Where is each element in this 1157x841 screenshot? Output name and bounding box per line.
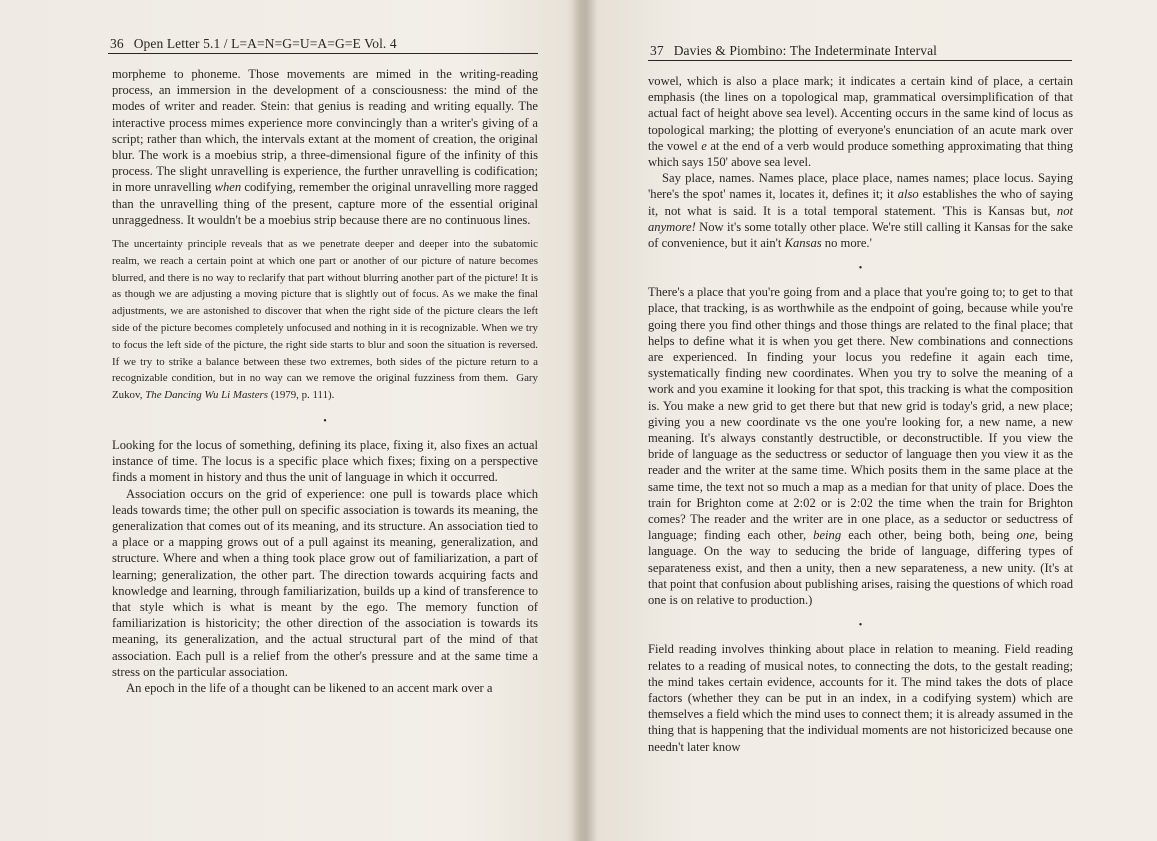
emphasis: when bbox=[214, 180, 242, 195]
paragraph: Field reading involves thinking about place in relation to meaning. Field reading relates to a reading of musical notes, to connecting the dots, to the gestalt reading; the mind takes certain evidence, accounts for it. The mind takes the dots of place factors (whether they can be put in an index, in a codifying system) which are themselves a field which the mind uses to connect them; it is already assumed in the thing that is happening that the individual moments are not historicized because one needn't later know bbox=[648, 642, 1073, 754]
emphasis: one, bbox=[1016, 528, 1038, 543]
quote-year: (1979, p. 111). bbox=[270, 389, 335, 402]
emphasis: also bbox=[897, 187, 919, 202]
book-gutter bbox=[572, 0, 598, 841]
left-page-number: 36 bbox=[110, 36, 124, 51]
paragraph: Say place, names. Names place, place place, names names; place locus. Saying 'here's the spot' names it, locates it, defines it; it also establishes the who of saying it, not what is said. It is a total temporal statement. 'This is Kansas but, not anymore! Now it's some totally other place. We're still calling it Kansas for the sake of convenience, but it ain't Kansas no more.' bbox=[648, 171, 1073, 251]
right-running-header bbox=[650, 43, 937, 59]
right-page-body bbox=[648, 73, 1073, 755]
section-separator: • bbox=[858, 263, 863, 275]
block-quote: The uncertainty principle reveals that as we penetrate deeper and deeper into the subatomic realm, we reach a certain point at which one part or another of our picture of nature becomes blurred, and there is no way to reclarify that part without blurring another part of the picture! It is as though we are adjusting a moving picture that is slightly out of focus. As we make the final adjustments, we are astonished to discover that when the right side of the picture clears the left side of the picture becomes completely unfocused and nothing in it is recognizable. When we try to focus the left side of the picture, the right side starts to blur and soon the situation is reversed. If we try to strike a balance between these two extremes, both sides of the picture return to a recognizable condition, but in no way can we remove the original fuzziness from them. Gary Zukov, The Dancing Wu Li Masters (1979, p. 111). bbox=[112, 238, 539, 402]
emphasis: e bbox=[701, 138, 707, 153]
right-header-rule bbox=[648, 60, 1072, 61]
paragraph: An epoch in the life of a thought can be likened to an accent mark over a bbox=[126, 681, 493, 696]
quote-author: Gary Zukov, bbox=[112, 372, 539, 402]
section-separator: • bbox=[323, 416, 327, 427]
right-page-number: 37 bbox=[650, 43, 664, 58]
left-page-body bbox=[112, 66, 538, 696]
right-running-title: Davies & Piombino: The Indeterminate Interval bbox=[673, 43, 938, 58]
section-separator: • bbox=[858, 620, 863, 632]
paragraph: morpheme to phoneme. Those movements are mimed in the writing-reading process, an immersion in the development of a consciousness: the mind of the modes of writer and reader. Stein: that genius is reading and writing equally. The interactive process mimes experience more convincingly than a writer's giving of a script; rather than which, the intervals extant at the moment of creation, the original blur. The work is a moebius strip, a three-dimensional figure of the infinity of this process. The slight unravelling is experience, the further unravelling is codification; in more unravelling when codifying, remember the original unravelling more ragged than the unravelling thing of the present, capture more of the essential original unraggedness. It wouldn't be a moebius strip because there are no continuous lines. bbox=[112, 67, 538, 227]
emphasis: being bbox=[813, 528, 842, 543]
left-running-title: Open Letter 5.1 / L=A=N=G=U=A=G=E Vol. 4 bbox=[133, 36, 397, 51]
paragraph: There's a place that you're going from and a place that you're going to; to get to that place, that tracking, is as worthwhile as the endpoint of going, because while you're going there you find other things and those things are related to the final place; that helps to define what it is when you get there. New combinations and connections are experienced. In finding your locus you redefine it again each time, systematically finding new coordinates. When you try to solve the meaning of a work and you examine it looking for that spot, this tracking is what the composition is. You make a new grid to get there but that new grid is today's grid, a new place; giving you a new coordinate vs the one you're looking for, a new name, a new meaning. It's always constantly destructible, or deconstructible. If you view the bride of language as the seductress or seductor of language then you view it as the reader and the writer at the same time. Which posits them in the same place at the same time, the text not so much a map as a median for that unity of place. Does the train for Brighton come at 2:02 or is 2:02 the time when the train for Brighton comes? The reader and the writer are in one place, as a seductor or seductress of language; finding each other, being each other, being both, being one, being language. On the way to seducing the bride of language, differing types of separateness exist, and then a unity, then a new separateness, a new unity. (It's at that point that confusion about publishing arises, raising the questions of which road one is on relative to production.) bbox=[648, 285, 1073, 608]
emphasis: not anymore! bbox=[648, 203, 1073, 234]
paragraph: vowel, which is also a place mark; it indicates a certain kind of place, a certain emphasis (the lines on a topological map, grammatical oversimplification of that actual fact of height above sea level). Accenting occurs in the same kind of locus as topological marking; the plotting of everyone's enunciation of an acute mark over the vowel e at the end of a verb would produce something approximating that thing which says 150' above sea level. bbox=[648, 74, 1073, 170]
left-running-header bbox=[110, 36, 397, 52]
left-header-rule bbox=[108, 53, 538, 54]
paragraph: Association occurs on the grid of experience: one pull is towards place which leads towards time; the other pull on specific association is towards its meaning, the generalization that comes out of its meaning, and its structure. An association tied to a place or a mapping grows out of a pull against its meaning, generalization, and structure. Where and when a thing took place grow out of familiarization, a part of learning; generalization, the other part. The direction towards acquiring facts and knowledge and learning, through familiarization, builds up a kind of transference to that style which is what is meant by the ego. The memory function of familiarization is historicity; the other direction of the association is towards its meaning, its generalization, and the actual structural part of the mind of that association. Each pull is a relief from the other's pressure and at the same time a stress on the particular association. bbox=[112, 486, 538, 679]
paragraph: Looking for the locus of something, defining its place, fixing it, also fixes an actual instance of time. The locus is a specific place which fixes; fixing on a perspective finds a moment in history and thus the unit of language in which it occurred. bbox=[112, 438, 538, 485]
emphasis: Kansas bbox=[784, 236, 822, 251]
quote-source-title: The Dancing Wu Li Masters bbox=[145, 389, 269, 402]
